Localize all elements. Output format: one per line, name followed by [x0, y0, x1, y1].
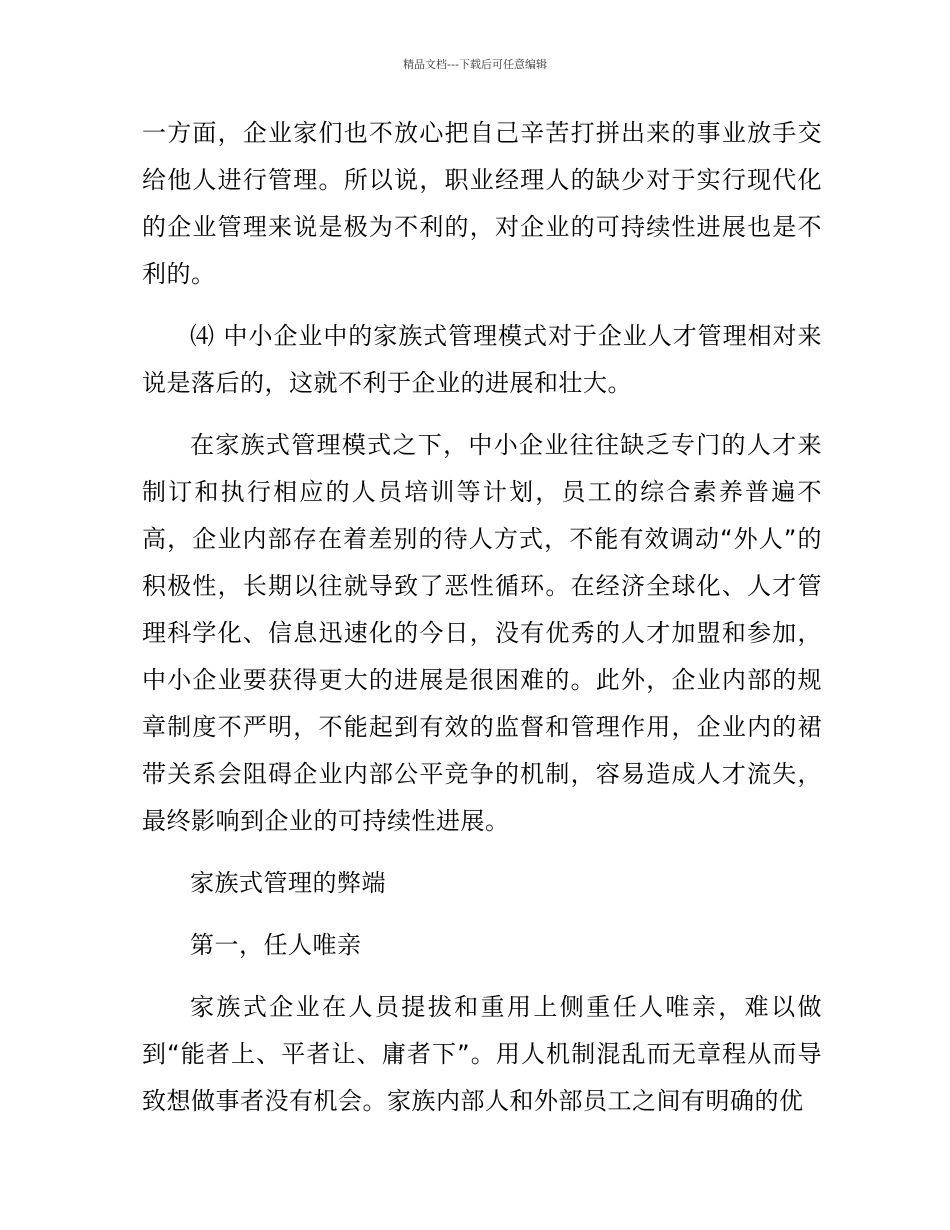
- paragraph-talent-management: 在家族式管理模式之下，中小企业往往缺乏专门的人才来制订和执行相应的人员培训等计划，员工的综合素养普遍不高，企业内部存在着差别的待人方式，不能有效调动“外人”的积极性，长期以往就导致了恶性循环。在经济全球化、人才管理科学化、信息迅速化的今日，没有优秀的人才加盟和参加，中小企业要获得更大的进展是很困难的。此外，企业内部的规章制度不严明，不能起到有效的监督和管理作用，企业内的裙带关系会阻碍企业内部公平竞争的机制，容易造成人才流失，最终影响到企业的可持续性进展。: [142, 431, 822, 835]
- paragraph-point-4: ⑷ 中小企业中的家族式管理模式对于企业人才管理相对来说是落后的，这就不利于企业的进展和壮大。: [142, 322, 822, 397]
- paragraph-continuation: 一方面，企业家们也不放心把自己辛苦打拼出来的事业放手交给他人进行管理。所以说，职业经理人的缺少对于实行现代化的企业管理来说是极为不利的，对企业的可持续性进展也是不利的。: [142, 119, 822, 288]
- page-header: 精品文档---下载后可任意编辑: [403, 58, 547, 71]
- section-heading-drawbacks: 家族式管理的弊端: [190, 869, 386, 897]
- subheading-first-nepotism: 第一，任人唯亲: [190, 931, 362, 959]
- document-body: [142, 110, 822, 1125]
- paragraph-nepotism: 家族式企业在人员提拔和重用上侧重任人唯亲，难以做到“能者上、平者让、庸者下”。用人机制混乱而无章程从而导致想做事者没有机会。家族内部人和外部员工之间有明确的优: [142, 993, 822, 1115]
